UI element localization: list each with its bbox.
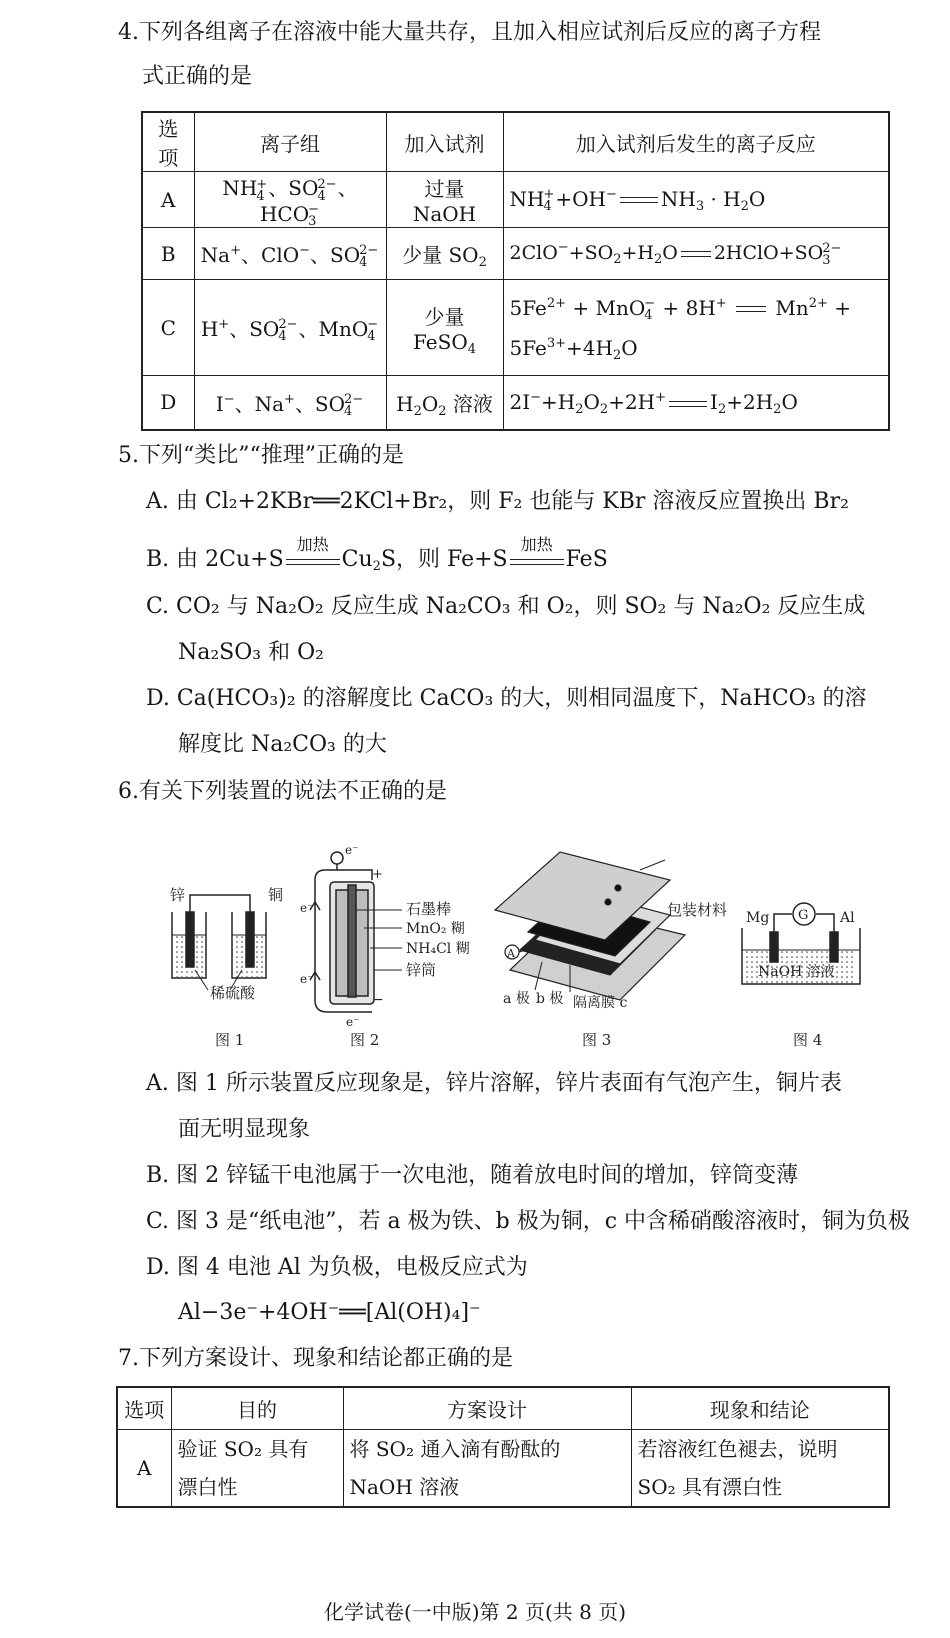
q7-header-option: 选项: [117, 1387, 171, 1429]
q4-row-a-reagent: 过量 NaOH: [386, 172, 503, 228]
q6-option-a-line2: 面无明显现象: [178, 1117, 311, 1142]
q4-stem-line2: 式正确的是: [142, 64, 253, 89]
q5-stem: 5.下列“类比”“推理”正确的是: [118, 443, 404, 468]
fig3-title: 图 3: [582, 1031, 612, 1049]
q7-table: [116, 1386, 890, 1508]
q6-option-a-line1: A. 图 1 所示装置反应现象是，锌片溶解，锌片表面有气泡产生，铜片表: [146, 1071, 842, 1096]
fig3-a-electrode-label: a 极: [503, 991, 530, 1007]
q6-stem: 6.有关下列装置的说法不正确的是: [118, 779, 447, 804]
fig3-b-electrode-label: b 极: [536, 991, 564, 1007]
fig2-electron-bottom: e⁻: [346, 1015, 360, 1029]
fig2-minus: −: [372, 992, 384, 1008]
q4-row-a-ions: NH + 4 、SO 2− 4 、HCO − 3: [194, 172, 386, 228]
q5-option-a: A. 由 Cl₂+2KBr══2KCl+Br₂，则 F₂ 也能与 KBr 溶液反应置换出 Br₂: [146, 489, 849, 514]
figure-1-zinc-copper-cell: [172, 895, 266, 990]
fig1-acid-label: 稀硫酸: [210, 984, 256, 1002]
fig4-title: 图 4: [793, 1031, 823, 1049]
fig2-electron-top: e⁻: [345, 843, 359, 857]
q4-row-b-reagent: 少量 $SO_2$: [386, 228, 503, 280]
q4-row-d-reagent: $H_2O_2$ 溶液: [386, 376, 503, 430]
q4-row-a-option: A: [142, 172, 194, 228]
q7-stem: 7.下列方案设计、现象和结论都正确的是: [118, 1346, 513, 1371]
fig1-copper-label: 铜: [268, 886, 284, 904]
fig1-title: 图 1: [215, 1031, 245, 1049]
fig2-zinc-can-label: 锌筒: [406, 961, 437, 979]
q6-option-d-line1: D. 图 4 电池 Al 为负极，电极反应式为: [146, 1255, 528, 1280]
q7-row-a-option: A: [117, 1429, 171, 1507]
q7-row-a-design: 将 SO₂ 通入滴有酚酞的 NaOH 溶液: [343, 1429, 631, 1507]
fig4-mg-label: Mg: [746, 910, 770, 926]
fig2-electron-left1: e⁻: [300, 901, 314, 915]
q5-option-b: B. 由 2Cu+S 加热 $Cu_2S$，则 Fe+S 加热 FeS: [146, 535, 608, 574]
q5-option-c-line1: C. CO₂ 与 Na₂O₂ 反应生成 Na₂CO₃ 和 O₂，则 SO₂ 与 Na₂O₂ 反应生成: [146, 594, 866, 619]
q4-header-ions: 离子组: [194, 112, 386, 172]
figure-3-paper-battery: [495, 852, 685, 1000]
q4-row-d-reaction: $2I^-+H_2O_2+2H^+$ $I_2+2H_2O$: [503, 376, 889, 430]
fig4-naoh-label: NaOH 溶液: [758, 964, 835, 980]
fig2-title: 图 2: [350, 1031, 380, 1049]
fig4-galvanometer: G: [798, 908, 809, 923]
q4-row-b-reaction: $2ClO^-+SO_2+H_2O$ 2HClO+SO 2− 3: [503, 228, 889, 280]
q6-figures: [150, 840, 870, 1055]
q4-header-option: 选项: [142, 112, 194, 172]
fig3-packaging-label: 包装材料: [667, 901, 728, 919]
q7-row-a-purpose: 验证 SO₂ 具有 漂白性: [171, 1429, 343, 1507]
q6-option-c: C. 图 3 是“纸电池”，若 a 极为铁、b 极为铜，c 中含稀硝酸溶液时，铜为负极: [146, 1209, 911, 1234]
figure-2-dry-cell: [310, 852, 402, 1012]
q7-row-a-result: 若溶液红色褪去，说明 SO₂ 具有漂白性: [631, 1429, 889, 1507]
q4-row-b-option: B: [142, 228, 194, 280]
q6-option-b: B. 图 2 锌锰干电池属于一次电池，随着放电时间的增加，锌筒变薄: [146, 1163, 799, 1188]
q4-row-c-reaction: $5Fe^{2+}$ + MnO − 4 + 8H+ $Mn^{2+}$ + $5Fe^{3+}+4H_2O$: [503, 280, 889, 376]
q5-option-d-line2: 解度比 Na₂CO₃ 的大: [178, 732, 387, 757]
q4-row-c-ions: H+、SO 2− 4 、MnO − 4: [194, 280, 386, 376]
fig4-al-label: Al: [840, 910, 855, 926]
q5-option-d-line1: D. Ca(HCO₃)₂ 的溶解度比 CaCO₃ 的大，则相同温度下，NaHCO₃ 的溶: [146, 686, 867, 711]
q4-row-c-option: C: [142, 280, 194, 376]
fig1-zinc-label: 锌: [170, 886, 186, 904]
q4-row-b-ions: Na+、ClO−、SO 2− 4: [194, 228, 386, 280]
q4-header-reagent: 加入试剂: [386, 112, 503, 172]
q7-header-result: 现象和结论: [631, 1387, 889, 1429]
q4-row-c-reagent: 少量 FeSO$_4$: [386, 280, 503, 376]
page-footer: 化学试卷(一中版)第 2 页(共 8 页): [323, 1600, 627, 1624]
fig3-separator-label: 隔离膜 c: [573, 995, 628, 1011]
q4-row-d-option: D: [142, 376, 194, 430]
q4-row-a-reaction: NH + 4 +OH− $NH_3 \cdot H_2O$: [503, 172, 889, 228]
fig2-nh4cl-label: NH₄Cl 糊: [406, 941, 470, 957]
q7-header-design: 方案设计: [343, 1387, 631, 1429]
q7-header-purpose: 目的: [171, 1387, 343, 1429]
q4-table: [141, 111, 890, 431]
q6-option-d-line2: Al−3e⁻+4OH⁻══[Al(OH)₄]⁻: [178, 1300, 481, 1325]
fig3-ammeter: A: [507, 947, 515, 960]
fig2-plus: +: [372, 867, 383, 882]
q4-header-reaction: 加入试剂后发生的离子反应: [503, 112, 889, 172]
q5-option-c-line2: Na₂SO₃ 和 O₂: [178, 640, 324, 665]
q4-stem-line1: 4.下列各组离子在溶液中能大量共存，且加入相应试剂后反应的离子方程: [118, 20, 821, 45]
fig2-graphite-label: 石墨棒: [406, 900, 452, 918]
fig2-mno2-label: MnO₂ 糊: [406, 921, 465, 937]
fig2-electron-left2: e⁻: [300, 972, 314, 986]
q4-row-d-ions: I−、Na+、SO 2− 4: [194, 376, 386, 430]
